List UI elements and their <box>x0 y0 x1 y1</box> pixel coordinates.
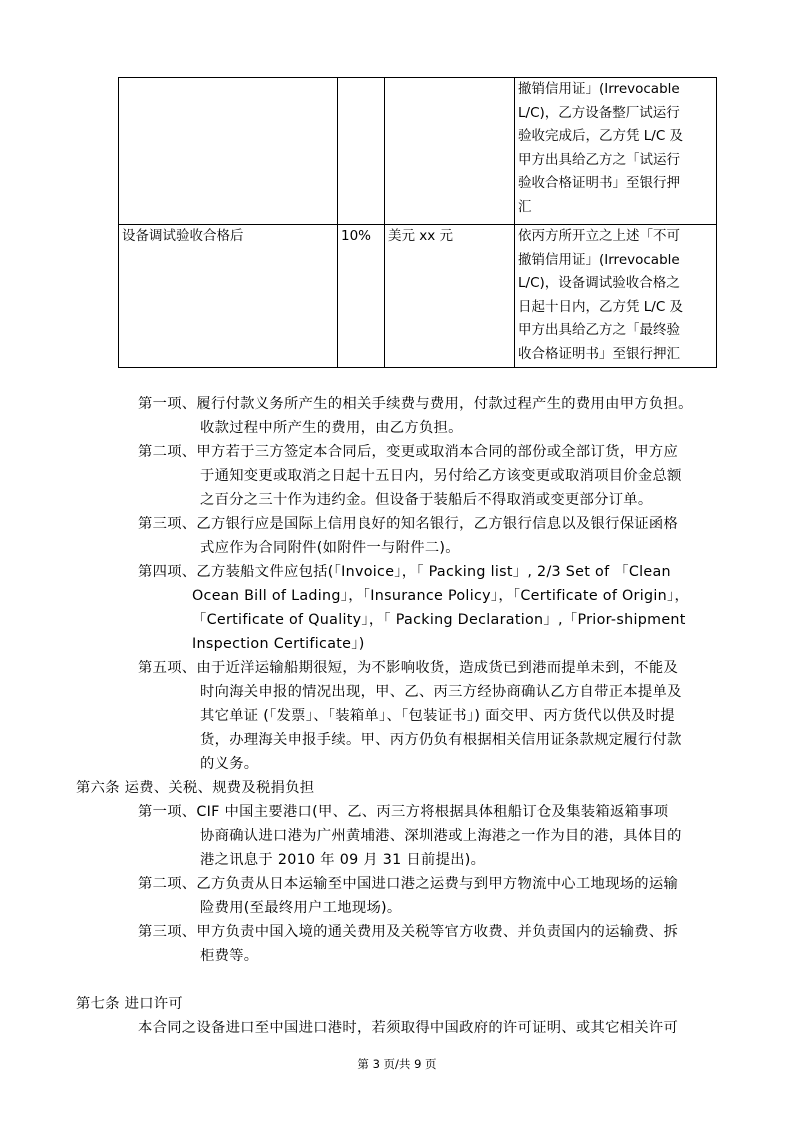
clause-line: Ocean Bill of Lading」，「Insurance Policy」，「Certificate of Origin」， <box>192 588 690 604</box>
clause-line: Inspection Certificate」) <box>192 636 365 652</box>
clause-line: 式应作为合同附件(如附件一与附件二)。 <box>200 540 460 556</box>
table-row <box>119 225 717 368</box>
terms-line: L/C)，乙方设备整厂试运行 <box>518 104 680 121</box>
payment-percent-cell <box>338 78 385 225</box>
table-row <box>119 78 717 225</box>
payment-amount-cell <box>385 78 515 225</box>
clause-line: 于通知变更或取消之日起十五日内，另付给乙方该变更或取消项目价金总额 <box>200 468 682 484</box>
clause-line: 第一项、履行付款义务所产生的相关手续费与费用，付款过程产生的费用由甲方负担。 <box>138 396 693 412</box>
clause-line: 第二项、甲方若于三方签定本合同后，变更或取消本合同的部份或全部订货，甲方应 <box>138 444 679 460</box>
clause-line: 收款过程中所产生的费用，由乙方负担。 <box>200 420 463 436</box>
terms-line: 撤销信用证」(Irrevocable <box>518 81 680 97</box>
article-heading: 第六条 运费、关税、规费及税捐负担 <box>76 780 315 796</box>
clause-line: 第二项、乙方负责从日本运输至中国进口港之运费与到甲方物流中心工地现场的运输 <box>138 876 679 892</box>
clause-line: 之百分之三十作为违约金。但设备于装船后不得取消或变更部分订单。 <box>200 492 653 508</box>
terms-line: 日起十日内，乙方凭 L/C 及 <box>518 298 684 315</box>
terms-line: 收合格证明书」至银行押汇 <box>518 345 680 362</box>
terms-line: 汇 <box>518 198 532 215</box>
payment-stage-cell: 设备调试验收合格后 <box>119 225 338 368</box>
payment-terms-table <box>118 77 717 368</box>
clause-line: 「Certificate of Quality」，「 Packing Declaration」,「Prior-shipment <box>192 612 686 628</box>
page-number: 第 3 页/共 9 页 <box>357 1057 437 1071</box>
terms-line: L/C)，设备调试验收合格之 <box>518 275 680 291</box>
clause-line: 第一项、CIF 中国主要港口(甲、乙、丙三方将根据具体租船订仓及集装箱返箱事项 <box>138 804 669 820</box>
terms-line: 验收合格证明书」至银行押 <box>518 175 680 191</box>
clause-line: 时向海关申报的情况出现，甲、乙、丙三方经协商确认乙方自带正本提单及 <box>200 684 682 700</box>
terms-line: 甲方出具给乙方之「最终验 <box>518 322 680 338</box>
clause-line: 第五项、由于近洋运输船期很短，为不影响收货，造成货已到港而提单未到，不能及 <box>138 660 679 676</box>
payment-amount-cell: 美元 xx 元 <box>385 225 515 368</box>
payment-stage-cell <box>119 78 338 225</box>
clause-line: 港之讯息于 2010 年 09 月 31 日前提出)。 <box>200 852 486 868</box>
clause-line: 第四项、乙方装船文件应包括(「Invoice」，「 Packing list」, 2/3 Set of 「Clean <box>138 564 671 580</box>
payment-terms-cell <box>515 78 717 225</box>
terms-line: 撤销信用证」(Irrevocable <box>518 251 680 268</box>
terms-line: 依丙方所开立之上述「不可 <box>518 228 680 244</box>
clause-line: 本合同之设备进口至中国进口港时，若须取得中国政府的许可证明、或其它相关许可 <box>138 1020 679 1036</box>
clause-line: 的义务。 <box>200 756 259 772</box>
terms-line: 甲方出具给乙方之「试运行 <box>518 151 680 168</box>
payment-terms-cell <box>515 225 717 368</box>
article-heading: 第七条 进口许可 <box>76 996 184 1012</box>
clause-line: 险费用(至最终用户工地现场)。 <box>200 900 402 916</box>
clause-line: 其它单证 (「发票」、「装箱单」、「包装证书」) 面交甲、丙方货代以供及时提 <box>200 708 675 724</box>
clause-line: 第三项、乙方银行应是国际上信用良好的知名银行，乙方银行信息以及银行保证函格 <box>138 516 679 532</box>
clause-line: 第三项、甲方负责中国入境的通关费用及关税等官方收费、并负责国内的运输费、拆 <box>138 924 679 940</box>
payment-percent-cell: 10% <box>338 225 385 368</box>
clause-line: 协商确认进口港为广州黄埔港、深圳港或上海港之一作为目的港，具体目的 <box>200 828 682 844</box>
clause-line: 柜费等。 <box>200 948 259 964</box>
terms-line: 验收完成后，乙方凭 L/C 及 <box>518 128 684 144</box>
clause-line: 货，办理海关申报手续。甲、丙方仍负有根据相关信用证条款规定履行付款 <box>200 732 682 748</box>
